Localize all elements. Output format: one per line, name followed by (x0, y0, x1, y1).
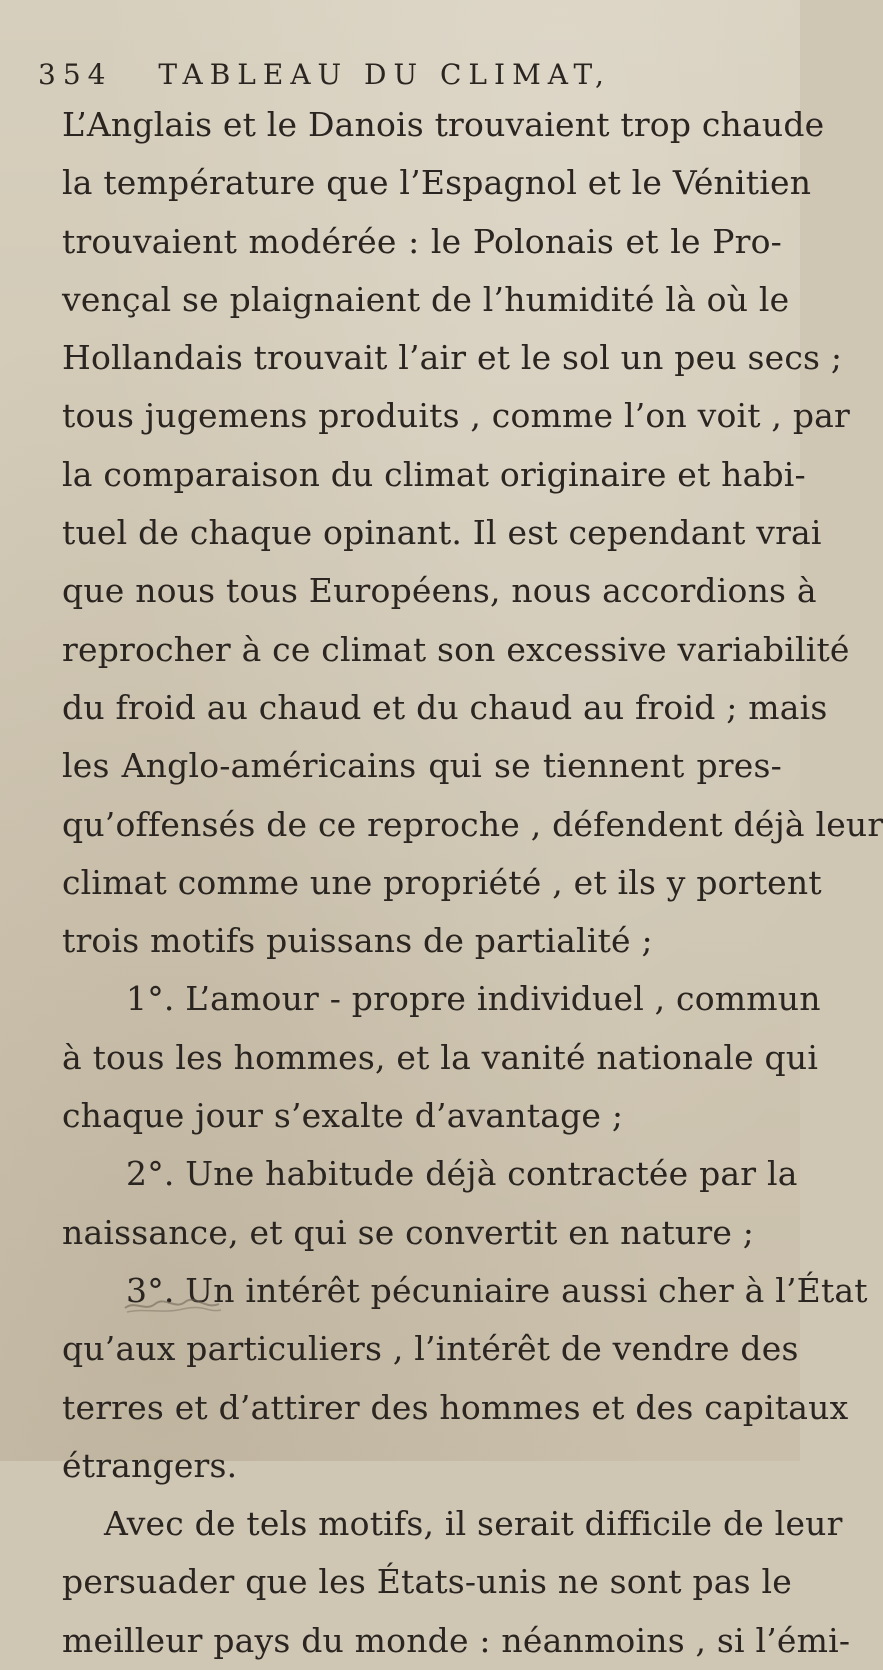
text-line: du froid au chaud et du chaud au froid ; mais (62, 687, 828, 727)
text-line: tuel de chaque opinant. Il est cependant vrai (62, 513, 822, 553)
text-line: climat comme une propriété , et ils y portent (62, 862, 822, 902)
text-line: chaque jour s’exalte d’avantage ; (62, 1096, 624, 1136)
text-line: tous jugemens produits , comme l’on voit , par (62, 396, 850, 436)
text-line: vençal se plaignaient de l’humidité là où le (62, 279, 790, 319)
printer-mark-icon (123, 1290, 223, 1316)
text-line: qu’aux particuliers , l’intérêt de vendre des (62, 1329, 799, 1369)
text-line: naissance, et qui se convertit en nature ; (62, 1212, 755, 1252)
text-line: 1°. L’amour - propre individuel , commun (126, 979, 821, 1019)
text-line: meilleur pays du monde : néanmoins , si l’émi- (62, 1620, 851, 1660)
text-line: la température que l’Espagnol et le Vénitien (62, 163, 812, 203)
text-line: que nous tous Européens, nous accordions à (62, 571, 817, 611)
text-line: reprocher à ce climat son excessive variabilité (62, 629, 850, 669)
text-line: 3°. Un intérêt pécuniaire aussi cher à l’État (126, 1270, 868, 1310)
text-line: terres et d’attirer des hommes et des capitaux (62, 1387, 849, 1427)
text-line: qu’offensés de ce reproche , défendent déjà leur (62, 804, 883, 844)
running-title: TABLEAU DU CLIMAT, (158, 58, 611, 91)
text-line: trouvaient modérée : le Polonais et le Pro- (62, 221, 782, 261)
text-line: les Anglo-américains qui se tiennent pres- (62, 746, 782, 786)
text-line: à tous les hommes, et la vanité nationale qui (62, 1037, 819, 1077)
text-line: trois motifs puissans de partialité ; (62, 921, 653, 961)
text-line: la comparaison du climat originaire et habi- (62, 454, 806, 494)
body-text (62, 96, 883, 1670)
text-line: persuader que les États-unis ne sont pas le (62, 1562, 792, 1602)
text-line: 2°. Une habitude déjà contractée par la (126, 1154, 798, 1194)
text-line: L’Anglais et le Danois trouvaient trop chaude (62, 105, 825, 144)
text-line: Hollandais trouvait l’air et le sol un peu secs ; (62, 338, 843, 378)
text-line: Avec de tels motifs, il serait difficile de leur (104, 1504, 843, 1544)
page-number: 354 (38, 58, 113, 91)
text-line: étrangers. (62, 1445, 238, 1485)
